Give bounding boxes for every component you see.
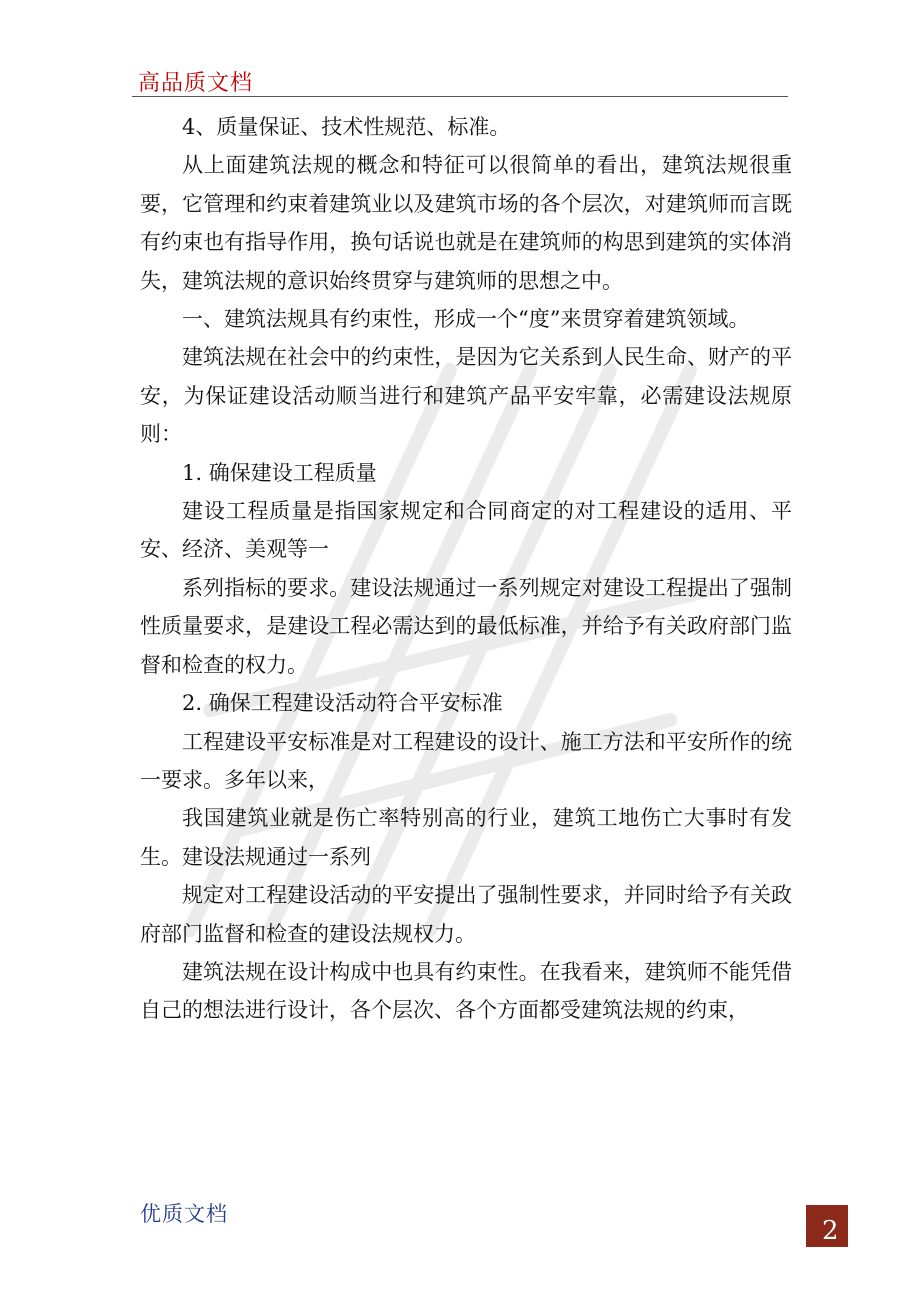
paragraph: 建设工程质量是指国家规定和合同商定的对工程建设的适用、平安、经济、美观等一 bbox=[140, 499, 792, 562]
document-body bbox=[140, 108, 792, 1030]
paragraph: 规定对工程建设活动的平安提出了强制性要求，并同时给予有关政府部门监督和检查的建设法规权力。 bbox=[140, 883, 792, 946]
paragraph: 一、建筑法规具有约束性，形成一个“度”来贯穿着建筑领域。 bbox=[182, 307, 750, 332]
header-divider bbox=[132, 96, 788, 97]
header-title: 高品质文档 bbox=[138, 71, 254, 96]
paragraph: 2. 确保工程建设活动符合平安标准 bbox=[182, 691, 503, 716]
paragraph: 建筑法规在设计构成中也具有约束性。在我看来，建筑师不能凭借自己的想法进行设计，各个层次、各个方面都受建筑法规的约束， bbox=[140, 959, 792, 1023]
paragraph: 我国建筑业就是伤亡率特别高的行业，建筑工地伤亡大事时有发生。建设法规通过一系列 bbox=[140, 806, 792, 869]
paragraph: 从上面建筑法规的概念和特征可以很简单的看出，建筑法规很重要，它管理和约束着建筑业以及建筑市场的各个层次，对建筑师而言既有约束也有指导作用，换句话说也就是在建筑师的构思到建筑的实体消失，建筑法规的意识始终贯穿与建筑师的思想之中。 bbox=[140, 153, 792, 293]
paragraph: 系列指标的要求。建设法规通过一系列规定对建设工程提出了强制性质量要求，是建设工程必需达到的最低标准，并给予有关政府部门监督和检查的权力。 bbox=[140, 575, 792, 677]
paragraph: 建筑法规在社会中的约束性，是因为它关系到人民生命、财产的平安，为保证建设活动顺当进行和建筑产品平安牢靠，必需建设法规原则： bbox=[140, 345, 792, 447]
paragraph: 工程建设平安标准是对工程建设的设计、施工方法和平安所作的统一要求。多年以来， bbox=[140, 729, 792, 792]
footer-title: 优质文档 bbox=[140, 1202, 228, 1226]
paragraph: 1. 确保建设工程质量 bbox=[182, 460, 377, 485]
paragraph: 4、质量保证、技术性规范、标准。 bbox=[182, 115, 511, 139]
page-number: 2 bbox=[822, 1216, 839, 1246]
